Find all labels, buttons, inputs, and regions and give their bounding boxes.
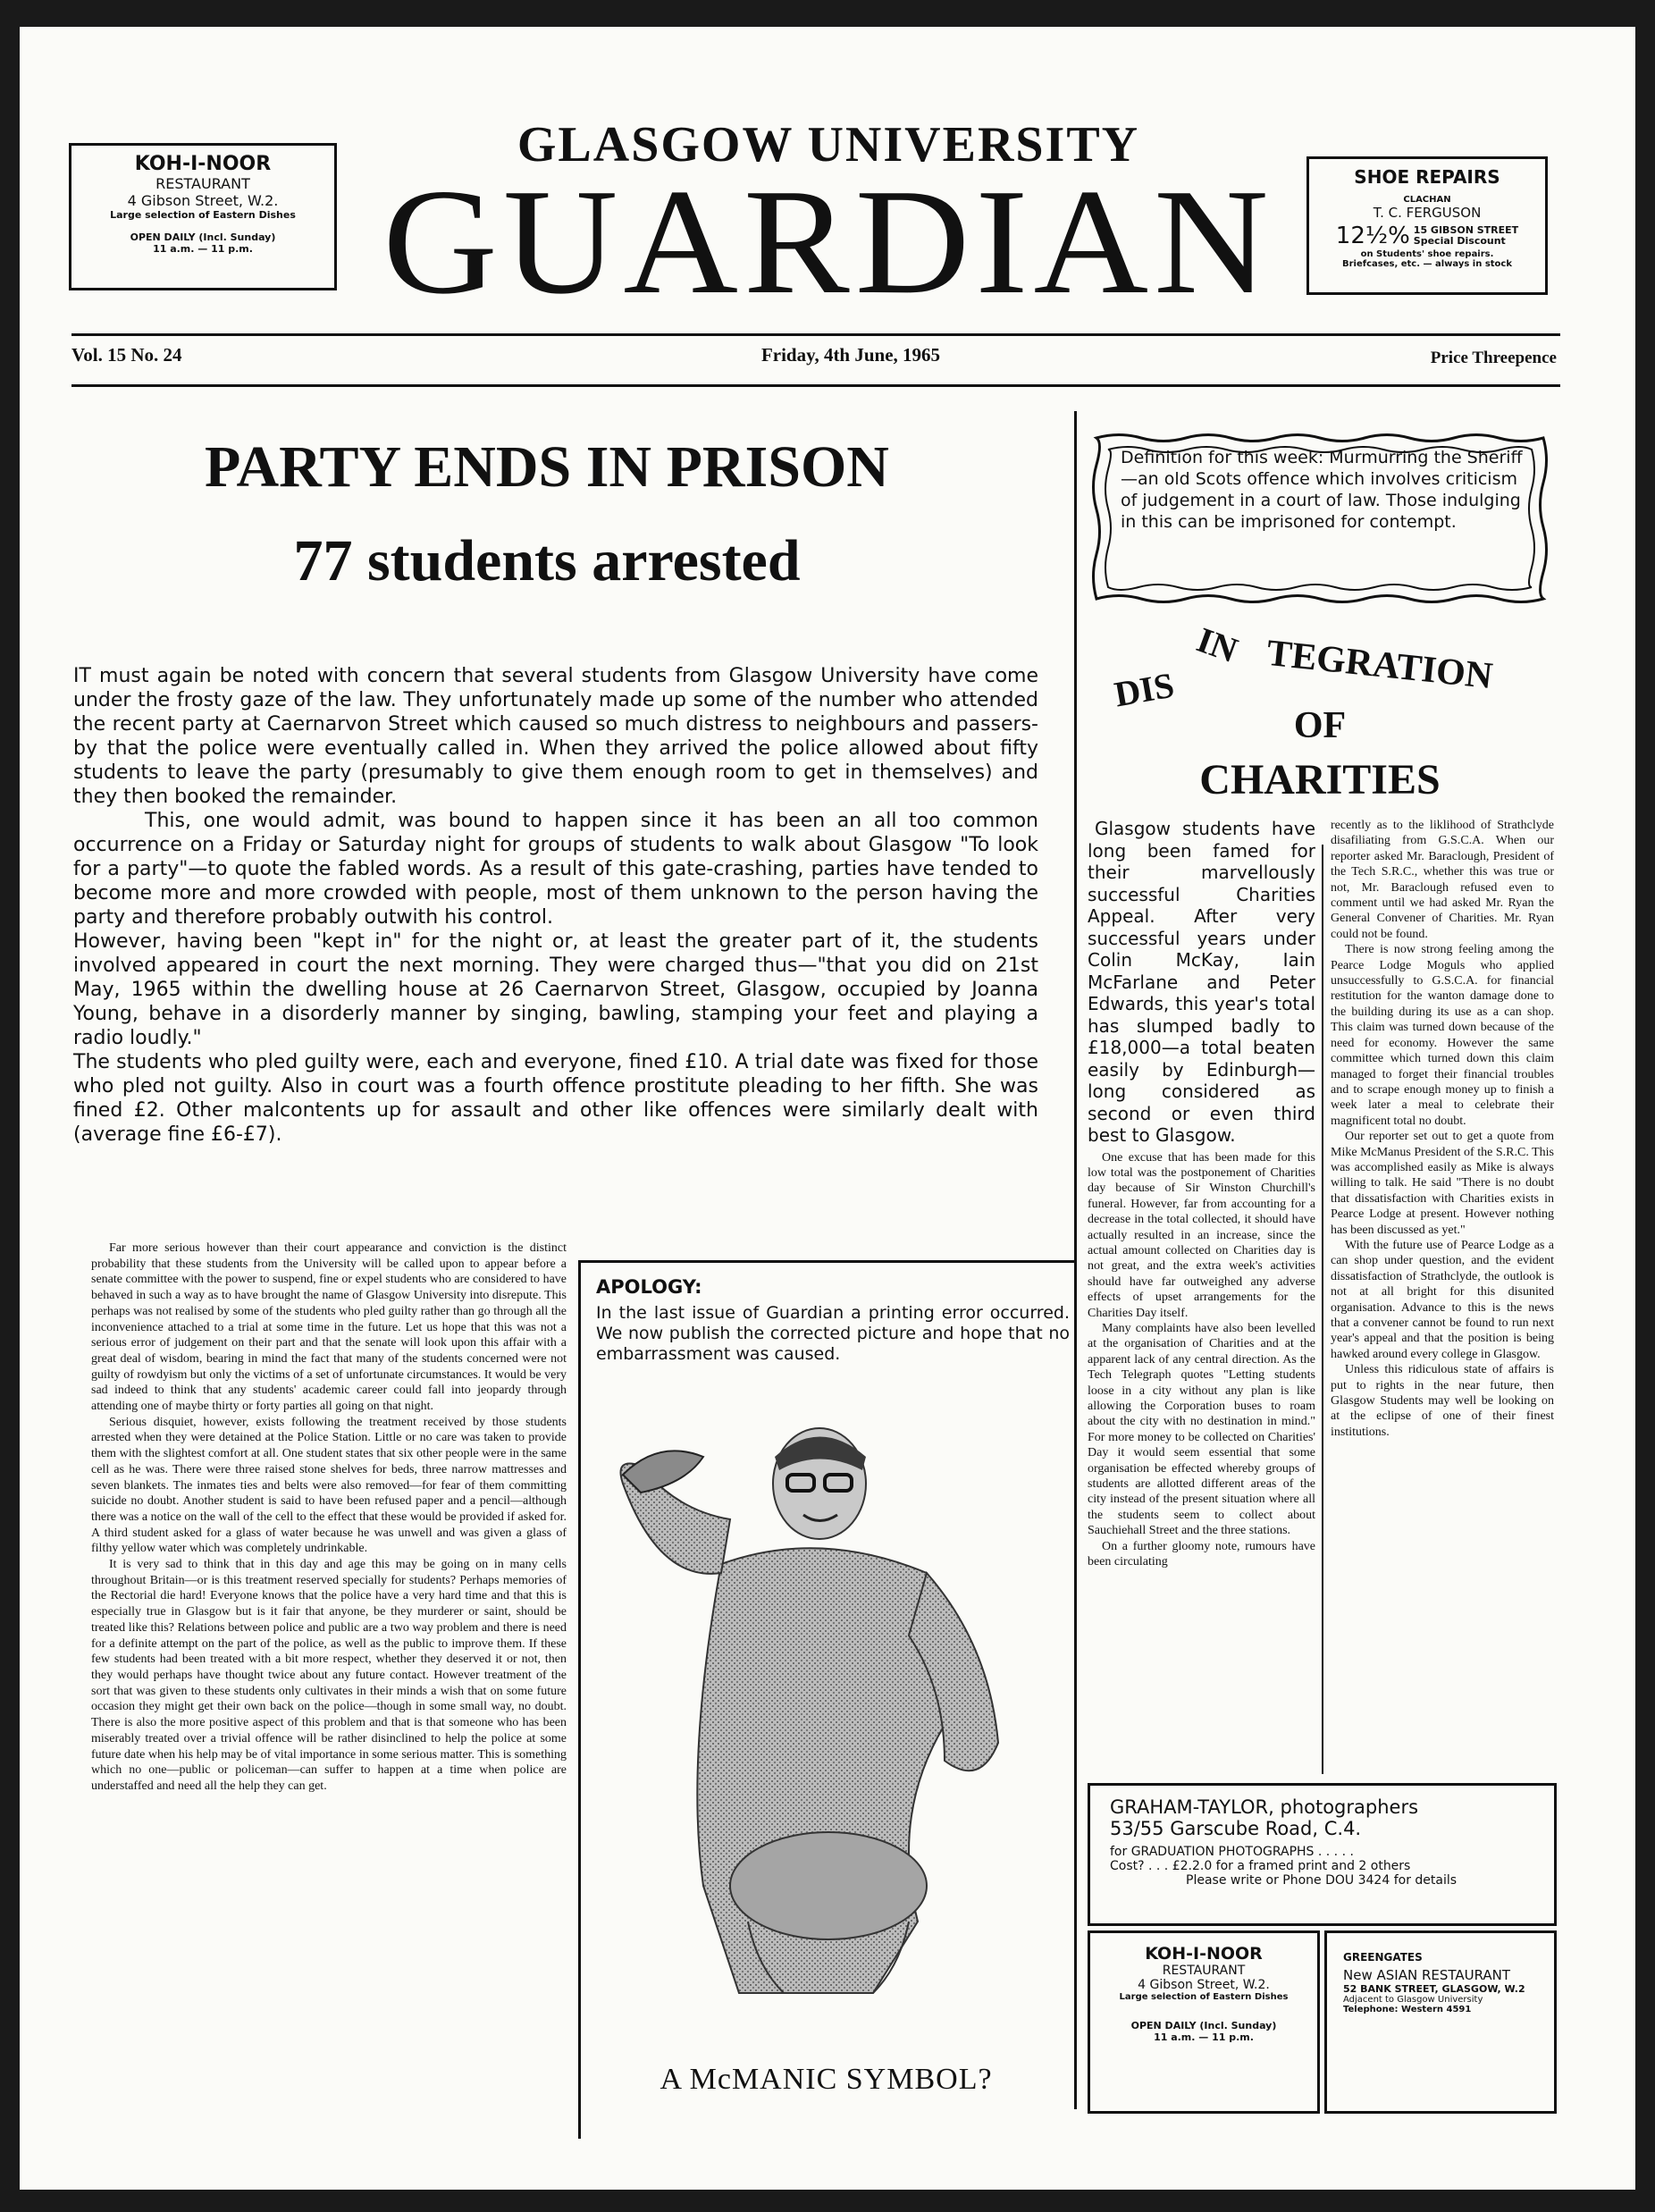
paragraph: On a further gloomy note, rumours have been circulating	[1088, 1539, 1315, 1569]
ad-phone: Telephone: Western 4591	[1343, 2005, 1472, 2014]
column-rule	[1074, 411, 1077, 2109]
charities-headline-of: OF	[1293, 705, 1347, 746]
definition-text: Definition for this week: Murmurring the Sheriff—an old Scots offence which involves criticism of judgement in a court of law. Those indulging in this can be imprisoned for contempt.	[1121, 448, 1523, 532]
charities-headline-dis: DIS	[1111, 664, 1178, 715]
koh-i-noor-ad	[1088, 1930, 1320, 2114]
apology-title: APOLOGY:	[596, 1276, 702, 1298]
masthead-overline: GLASGOW UNIVERSITY	[517, 117, 1140, 172]
ad-title: KOH-I-NOOR	[134, 153, 272, 175]
ad-line: on Students' shoe repairs.	[1360, 249, 1494, 259]
paragraph: Our reporter set out to get a quote from Mike McManus President of the S.R.C. This was accomplished easily as Mike is always willing to talk. He said "There is no doubt that dissatisfaction with Charities exists in Pearce Lodge at present. However nothing has been discussed as yet."	[1331, 1130, 1554, 1237]
paragraph: It is very sad to think that in this day and age this may be going on in many cells throughout Britain—or is this treatment reserved specially for students? Perhaps memories of the Rectorial die hard! Everyone knows that the police have a very hard time and that this is especially true in Glasgow but is it fair that anyone, be they murderer or saint, should be treated like this? Relations between police and public are a two way problem and there is need for a definite attempt on the part of the police, as well as the public to improve them. If these few students had been treated with a bit more respect, whether they deserved it or not, then they would perhaps have thought twice about any future contact. However treatment of the sort that was given to these students only cultivates in their minds a wish that on some future occasion they might get their own back on the police—though in some small way, no doubt. There is also the more positive aspect of this problem and that is that someone who has been miserably treated over a trivial offence will be rather disinclined to help the police at some future date when his help may be of vital importance in some serious matter. This is something which no one—public or policeman—can suffer to happen at a time when police are understaffed and need all the help they can get.	[91, 1558, 567, 1793]
paragraph: IT must again be noted with concern that several students from Glasgow University have come under the frosty gaze of the law. They unfortunately made up some of the number who attended the recent party at Caernarvon Street which caused so much distress to neighbours and passers-by that the police were eventually called in. When they arrived the police allowed about fifty students to leave the party (presumably to give them enough room to get in themselves) and they then booked the remainder.	[73, 665, 1038, 808]
top-left-ad	[69, 143, 337, 290]
issue-price: Price Threepence	[1430, 349, 1557, 367]
paragraph: Glasgow students have long been famed for their marvellously successful Charities Appeal. After very successful years under Colin McKay, Iain McFarlane and Peter Edwards, this year's total has slumped badly to £18,000—a total beaten easily by Edinburgh—long considered as second or even third best to Glasgow.	[1088, 818, 1315, 1146]
paragraph: Serious disquiet, however, exists following the treatment received by those students arrested when they were detained at the Police Station. Little or no care was taken to provide them with the slightest comfort at all. One student states that six other people were in the same cell as he was. There were three raised stone shelves for beds, three narrow mattresses and seven blankets. The inmates ties and belts were also removed—for fear of them committing suicide no doubt. Another student is said to have been refused paper and a pencil—although there was a notice on the wall of the cell to the effect that these would be provided if asked for. A third student asked for a glass of water because he was unwell and was given a glass of filthy yellow water which was completely undrinkable.	[91, 1415, 567, 1556]
top-right-ad	[1306, 156, 1548, 295]
paragraph: Many complaints have also been levelled at the organisation of Charities and at the apparent lack of any central direction. As the Tech Telegraph quotes "Letting students loose in a city without any plan is like allowing the Corporation buses to roam about the city with no destination in mind." For more money to be collected on Charities' Day it would seem essential that some organisation be effected whereby groups of students are allotted different areas of the city instead of the present situation where all the students seem to collect about Sauchiehall Street and the three stations.	[1088, 1321, 1315, 1538]
ad-title: GREENGATES	[1343, 1951, 1423, 1964]
lead-headline: PARTY ENDS IN PRISON	[205, 434, 889, 500]
paragraph: One excuse that has been made for this low total was the postponement of Charities day because of Sir Winston Churchill's funeral. However, far from accounting for a decrease in the total collected, it should have actually resulted in an increase, since the actual amount collected on Charities day is not great, and the extra week's activities should have far outweighed any adverse effects of upset arrangements for the Charities Day itself.	[1088, 1150, 1315, 1320]
paragraph: The students who pled guilty were, each and everyone, fined £10. A trial date was fixed for those who pled not guilty. Also in court was a fourth offence prostitute pleading to her fifth. She was fined £2. Other malcontents up for assault and other like offences were similarly dealt with (average fine £6-£7).	[73, 1051, 1038, 1146]
paragraph: However, having been "kept in" for the night or, at least the greater part of it, the students involved appeared in court the next morning. They were charged thus—"that you did on 21st May, 1965 within the dwelling house at 26 Caernarvon Street, Glasgow, occupied by Joanna Young, behave in a disorderly manner by singing, bawling, stamping your feet and playing a radio loudly."	[73, 930, 1038, 1049]
ad-name: T. C. FERGUSON	[1373, 205, 1482, 221]
paragraph: Far more serious however than their court appearance and conviction is the distinct probability that these students from the University will be called upon to appear before a senate committee with the power to suspend, fine or expel students who are considered to have behaved in such a way as to have brought the name of Glasgow University into disrepute. This perhaps was not realised by some of the students who pled guilty rather than go through all the inconvenience attached to a trial at some time in the future. Let us hope that this was not a serious error of judgement on their part and that the senate will look upon this affair with a great deal of wisdom, bearing in mind the fact that many of the students concerned were not guilty of rowdyism but only the victims of a set of unfortunate circumstances. It would be very sad indeed to think that any students' academic career could fall into jeopardy through attending one of maybe thirty or forty parties all going on that night.	[91, 1241, 567, 1414]
ad-address: 4 Gibson Street, W.2.	[1138, 1978, 1270, 1992]
paragraph: recently as to the liklihood of Strathclyde disafiliating from G.S.C.A. When our reporter asked Mr. Baraclough, President of the Tech S.R.C., whether this was true or not, Mr. Baraclough refused even to comment until we had asked Mr. Ryan the General Convener of Charities. Mr. Ryan could not be found.	[1331, 819, 1554, 941]
ad-title: GRAHAM-TAYLOR, photographers	[1110, 1796, 1419, 1818]
volume-number: Vol. 15 No. 24	[71, 344, 182, 366]
ad-line: for GRADUATION PHOTOGRAPHS . . . . .	[1110, 1845, 1354, 1859]
masthead-title: GUARDIAN	[382, 156, 1274, 326]
column-rule	[1322, 845, 1323, 1774]
ad-line: CLACHAN	[1403, 195, 1451, 205]
masthead-rule	[71, 333, 1560, 336]
paragraph: There is now strong feeling among the Pearce Lodge Moguls who applied unsuccessfully to G.S.C.A. for financial restitution for the wanton damage done to the building during its use as a can shop. This claim was turned down because of the need for economy. However the same committee which turned down this claim managed to forget their financial troubles and to scrape enough money up to finish a week later a meal to celebrate their magnificent total no doubt.	[1331, 943, 1554, 1128]
ad-line: Please write or Phone DOU 3424 for details	[1186, 1873, 1458, 1888]
ad-line: Briefcases, etc. — always in stock	[1341, 259, 1513, 269]
ad-subtitle: RESTAURANT	[1162, 1964, 1246, 1978]
ad-line: Adjacent to Glasgow University	[1343, 1995, 1483, 2005]
ad-address: 53/55 Garscube Road, C.4.	[1110, 1818, 1362, 1839]
ad-title: KOH-I-NOOR	[1145, 1944, 1263, 1964]
ad-discount	[1309, 223, 1545, 249]
ad-line: Cost? . . . £2.2.0 for a framed print and 2 others	[1110, 1859, 1411, 1873]
paragraph: This, one would admit, was bound to happen since it has been an all too common occurrence on a Friday or Saturday night for groups of students to walk about Glasgow "To look for a party"—to quote the fabled words. As a result of this gate-crashing, parties have tended to become more and more crowded with people, most of them unknown to the person having the party and therefore probably outwith his control.	[73, 810, 1038, 929]
ad-address: 4 Gibson Street, W.2.	[127, 192, 279, 209]
charities-column-2	[1331, 818, 1554, 1440]
paragraph: Unless this ridiculous state of affairs is put to rights in the near future, then Glasgow Students may well be looking on at the eclipse of one of their finest institutions.	[1331, 1363, 1554, 1439]
charities-headline-main: CHARITIES	[1199, 756, 1441, 803]
greengates-ad	[1324, 1930, 1557, 2114]
newspaper-page	[20, 27, 1635, 2190]
ad-tagline: Large selection of Eastern Dishes	[110, 209, 296, 221]
charities-headline-tegration: TEGRATION	[1264, 632, 1495, 698]
apology-text: In the last issue of Guardian a printing error occurred. We now publish the corrected picture and hope that no embarrassment was caused.	[596, 1303, 1070, 1364]
ad-subtitle: RESTAURANT	[155, 175, 250, 192]
charities-headline-in: IN	[1191, 618, 1243, 671]
lead-article-body	[73, 664, 1038, 1147]
ad-tagline: Large selection of Eastern Dishes	[1119, 1992, 1289, 2002]
photo-caption: A McMANIC SYMBOL?	[659, 2063, 993, 2096]
ad-hours-label: OPEN DAILY (Incl. Sunday)	[130, 231, 276, 243]
ad-hours: 11 a.m. — 11 p.m.	[153, 243, 253, 255]
photographers-ad	[1088, 1783, 1557, 1926]
ad-discount-figure: 12½%	[1335, 223, 1410, 249]
ad-street: 15 GIBSON STREET	[1413, 224, 1519, 236]
lead-subheadline: 77 students arrested	[293, 528, 801, 593]
issue-rule	[71, 384, 1560, 387]
ad-title: SHOE REPAIRS	[1354, 166, 1500, 188]
statue-photo	[605, 1421, 1070, 2002]
issue-date: Friday, 4th June, 1965	[760, 344, 941, 366]
charities-column-1	[1088, 818, 1315, 1569]
ad-address: 52 BANK STREET, GLASGOW, W.2	[1343, 1983, 1525, 1995]
paragraph: With the future use of Pearce Lodge as a can shop under question, and the evident dissatisfaction of Strathclyde, the outlook is not at all bright for this disunited organisation. Advance to this is the news that a convener cannot be found to run next year's appeal and that the position is being hawked around every college in Glasgow.	[1331, 1238, 1554, 1361]
ad-hours: 11 a.m. — 11 p.m.	[1154, 2031, 1254, 2043]
lead-continuation	[91, 1241, 567, 1795]
ad-subtitle: New ASIAN RESTAURANT	[1343, 1967, 1511, 1983]
ad-discount-label: Special Discount	[1413, 235, 1506, 247]
ad-hours-label: OPEN DAILY (Incl. Sunday)	[1130, 2020, 1277, 2031]
